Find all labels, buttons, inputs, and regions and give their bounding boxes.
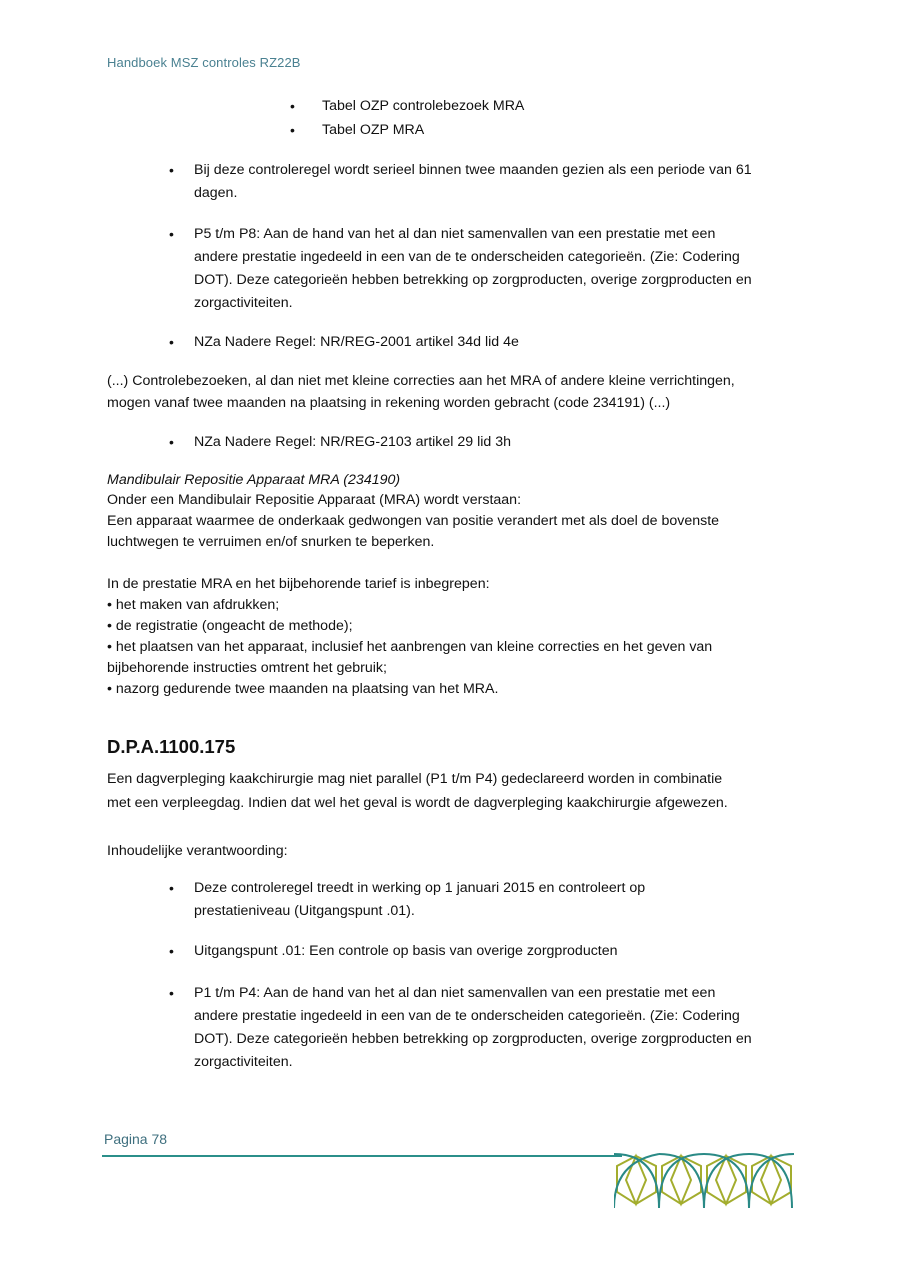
footer-divider	[102, 1155, 622, 1157]
list-item-text: DOT). Deze categorieën hebben betrekking op zorgproducten, overige zorgproducten en	[194, 1031, 752, 1047]
bullet-icon: •	[169, 334, 174, 350]
list-item-text: P1 t/m P4: Aan de hand van het al dan niet samenvallen van een prestatie met een	[194, 985, 716, 1001]
bullet-icon: •	[169, 434, 174, 450]
list-item-text: andere prestatie ingedeeld in een van de te onderscheiden categorieën. (Zie: Codering	[194, 249, 740, 265]
bullet-icon: •	[169, 943, 174, 959]
list-item-text: DOT). Deze categorieën hebben betrekking op zorgproducten, overige zorgproducten en	[194, 272, 752, 288]
bullet-icon: •	[290, 98, 295, 114]
paragraph-line: met een verpleegdag. Indien dat wel het geval is wordt de dagverpleging kaakchirurgie afgewezen.	[107, 795, 728, 811]
bullet-icon: •	[169, 880, 174, 896]
quote-text: (...) Controlebezoeken, al dan niet met kleine correcties aan het MRA of andere kleine verrichtingen,	[107, 373, 735, 389]
list-item-text: dagen.	[194, 185, 238, 201]
list-item-text: zorgactiviteiten.	[194, 1054, 293, 1070]
bullet-icon: •	[169, 226, 174, 242]
bullet-icon: •	[290, 122, 295, 138]
list-item-text: andere prestatie ingedeeld in een van de te onderscheiden categorieën. (Zie: Codering	[194, 1008, 740, 1024]
justification-label: Inhoudelijke verantwoording:	[107, 843, 288, 859]
list-item: bijbehorende instructies omtrent het gebruik;	[107, 660, 387, 676]
list-item: • de registratie (ongeacht de methode);	[107, 618, 353, 634]
bullet-icon: •	[169, 985, 174, 1001]
paragraph-line: luchtwegen te verruimen en/of snurken te beperken.	[107, 534, 435, 550]
list-item: • het plaatsen van het apparaat, inclusief het aanbrengen van kleine correcties en het geven van	[107, 639, 713, 655]
paragraph-line: In de prestatie MRA en het bijbehorende tarief is inbegrepen:	[107, 576, 490, 592]
running-header: Handboek MSZ controles RZ22B	[107, 55, 301, 70]
list-item-text: NZa Nadere Regel: NR/REG-2103 artikel 29 lid 3h	[194, 434, 512, 450]
paragraph-line: Een apparaat waarmee de onderkaak gedwongen van positie verandert met als doel de bovenste	[107, 513, 720, 529]
list-item-text: Bij deze controleregel wordt serieel binnen twee maanden gezien als een periode van 61	[194, 162, 752, 178]
footer-ornament-icon	[614, 1152, 794, 1210]
list-item-text: Deze controleregel treedt in werking op 1 januari 2015 en controleert op	[194, 880, 646, 896]
list-item: • nazorg gedurende twee maanden na plaatsing van het MRA.	[107, 681, 499, 697]
list-item: Tabel OZP MRA	[322, 122, 425, 138]
list-item-text: prestatieniveau (Uitgangspunt .01).	[194, 903, 415, 919]
list-item-text: zorgactiviteiten.	[194, 295, 293, 311]
page-number: Pagina 78	[104, 1131, 168, 1147]
list-item-text: Uitgangspunt .01: Een controle op basis van overige zorgproducten	[194, 943, 618, 959]
paragraph-line: Onder een Mandibulair Repositie Apparaat (MRA) wordt verstaan:	[107, 492, 522, 508]
section-subtitle: Mandibulair Repositie Apparaat MRA (234190)	[107, 472, 401, 488]
list-item: Tabel OZP controlebezoek MRA	[322, 98, 525, 114]
list-item: • het maken van afdrukken;	[107, 597, 280, 613]
paragraph-line: Een dagverpleging kaakchirurgie mag niet parallel (P1 t/m P4) gedeclareerd worden in combinatie	[107, 771, 723, 787]
bullet-icon: •	[169, 162, 174, 178]
list-item-text: P5 t/m P8: Aan de hand van het al dan niet samenvallen van een prestatie met een	[194, 226, 716, 242]
list-item-text: NZa Nadere Regel: NR/REG-2001 artikel 34d lid 4e	[194, 334, 519, 350]
rule-heading: D.P.A.1100.175	[107, 736, 236, 757]
quote-text: mogen vanaf twee maanden na plaatsing in rekening worden gebracht (code 234191) (...)	[107, 395, 671, 411]
